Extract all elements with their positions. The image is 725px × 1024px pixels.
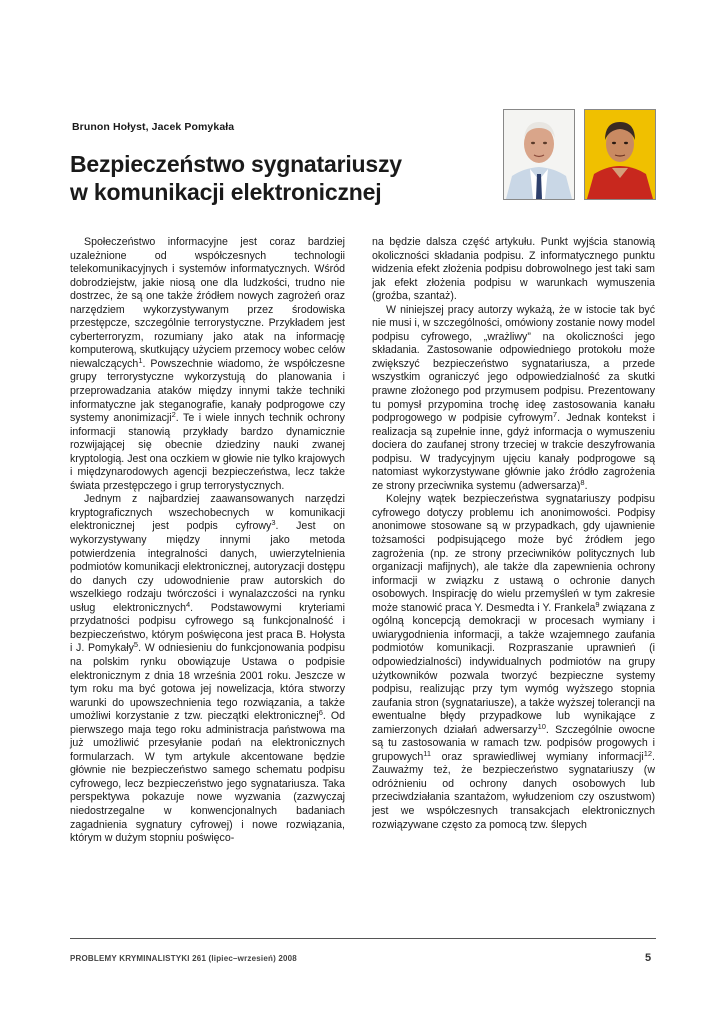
page-number: 5 — [645, 952, 652, 964]
title-line-1: Bezpieczeństwo sygnatariuszy — [70, 151, 402, 177]
footnote-ref-9[interactable]: 9 — [595, 599, 600, 609]
paragraph-2: Jednym z najbardziej zaawansowanych narzędzi kryptograficznych wszechobecnych w komunikacji elektronicznej jest podpis cyfrowy$^3$. Jest on wykorzystywany między innymi jako metoda potwierdzenia integralności danych, uwierzytelnienia podmiotów komunikacji elektronicznej, autoryzacji dostępu do danych czy udowodnienie praw autorskich do wszelkiego rodzaju twórczości i wynalazczości na rynku usług elektronicznych$^4$. Podstawowymi kryteriami przydatności podpisu cyfrowego są funkcjonalność i bezpieczeństwo, którym poświęcona jest praca B. Hołysta i J. Pomykały$^5$. W odniesieniu do funkcjonowania podpisu na polskim rynku obowiązuje Ustawa o podpisie elektronicznym z dnia 18 września 2001 roku. Jeszcze w tym roku ma być gotowa jej nowelizacja, która stworzy warunki do upowszechnienia tego rozwiązania, a także umożliwi korzystanie z tzw. pieczątki elektronicznej$^6$. Od pierwszego maja tego roku administracja państwowa ma już umożliwić przesyłanie podań na elektronicznych formularzach. W tym artykule akcentowane będzie głównie nie bezpieczeństwo samego schematu podpisu cyfrowego, lecz bezpieczeństwo jego sygnatariusza. Taka perspektywa pokazuje nowe wyzwania (zazwyczaj niedostrzegalne w konwencjonalnych badaniach zagadnienia sygnatury cyfrowej) i nowe rozwiązania, którym w dużym stopniu poświęco- — [70, 493, 345, 845]
footnote-ref-5[interactable]: 5 — [133, 640, 139, 650]
journal-footer: PROBLEMY KRYMINALISTYKI 261 (lipiec–wrzesień) 2008 — [70, 954, 297, 963]
author-photo-holyst — [503, 109, 575, 200]
footnote-ref-3[interactable]: 3 — [271, 518, 276, 528]
article-column-left — [70, 236, 345, 846]
footnote-ref-10[interactable]: 10 — [537, 721, 546, 731]
paragraph-continued: na będzie dalsza część artykułu. Punkt wyjścia stanowią okoliczności składania podpisu. Z informatycznego punktu widzenia efekt złożenia podpisu dobrowolnego jest taki sam jak efekt złożenia podpisu w warunkach wymuszenia (groźba, szantaż). — [372, 236, 655, 303]
footnote-ref-2[interactable]: 2 — [171, 410, 176, 420]
author-photo-pomykala — [584, 109, 656, 200]
footnote-ref-7[interactable]: 7 — [552, 410, 558, 420]
footer-divider — [70, 938, 656, 939]
footnote-ref-1[interactable]: 1 — [138, 355, 143, 365]
footnote-ref-8[interactable]: 8 — [580, 477, 585, 487]
authors: Brunon Hołyst, Jacek Pomykała — [72, 121, 235, 133]
footnote-ref-4[interactable]: 4 — [186, 599, 191, 609]
footnote-ref-6[interactable]: 6 — [318, 708, 323, 718]
article-column-right — [372, 236, 655, 832]
footnote-ref-11[interactable]: 11 — [423, 748, 432, 758]
paragraph-1: Społeczeństwo informacyjne jest coraz bardziej uzależnione od współczesnych technologii telekomunikacyjnych i systemów informatycznych. Wśród dobrodziejstw, jakie niosą one dla ludzkości, trudno nie dostrzec, że są one także źródłem nowych zagrożeń oraz narzędziem wykorzystywanym przez środowiska przestępcze, szczególnie terrorystyczne. Przykładem jest cyberterroryzm, rozumiany jako atak na informację komputerową, skutkujący użyciem przemocy wobec celów niewalczących$^1$. Powszechnie wiadomo, że współczesne grupy terrorystyczne wykorzystują do planowania i przeprowadzania ataków między innymi także techniki informatyczne jak steganografie, kanały podprogowe czy systemy anonimizacji$^2$. Te i wiele innych technik ochrony informacji stanowią przykłady bardzo dynamicznie rozwijającej się obecnie dziedziny nauki zwanej kryptologią. Jest ona oczkiem w głowie nie tylko krajowych i międzynarodowych agencji bezpieczeństwa, lecz także świata przestępczego i grup terrorystycznych. — [70, 236, 345, 492]
footnote-ref-12[interactable]: 12 — [643, 748, 653, 758]
paragraph-4: Kolejny wątek bezpieczeństwa sygnatariuszy podpisu cyfrowego dotyczy problemu ich anonimowości. Podpisy anonimowe stosowane są w przypadkach, gdy ujawnienie tożsamości podpisującego może być źródłem jego zagrożenia (np. ze strony przeciwników politycznych lub organizacji mafijnych), ale także dla zapewnienia ochrony informacji w związku z ustawą o ochronie danych osobowych. Inspirację do wielu przemyśleń w tym zakresie może stanowić praca Y. Desmedta i Y. Frankela$^9$ związana z ogólną koncepcją demokracji w procesach wymiany i uwiarygodnienia informacji, a także wzajemnego zaufania podmiotów komunikacji. Rozpraszanie uprawnień (i odpowiedzialności) indywidualnych podmiotów na grupy użytkowników pozwala tworzyć bezpieczne systemy podpisu, realizując przy tym wymóg wyższego stopnia zaufania stron (sygnatariusze), a także wyższej tolerancji na ewentualne błędy przypadkowe lub wynikające z zamierzonych działań adwersarzy$^{10}$. Szczególnie owocne są tu zastosowania w ramach tzw. podpisów progowych i grupowych$^{11}$ oraz sprawiedliwej wymiany informacji$^{12}$. Zauważmy też, że bezpieczeństwo sygnatariuszy (w odróżnieniu od ochrony danych osobowych lub przeciwdziałania szantażom, wyłudzeniom czy oszustwom) jest we współczesnych transakcjach elektronicznych rozwiązywane często za pomocą tzw. ślepych — [372, 493, 655, 831]
paragraph-3: W niniejszej pracy autorzy wykażą, że w istocie tak być nie musi i, w szczególności, omówiony zostanie nowy model podpisu cyfrowego, „wrażliwy” na okoliczności jego składania. Zastosowanie odpowiedniego protokołu może zwiększyć bezpieczeństwo sygnatariusza, a przede wszystkim ograniczyć jego odpowiedzialność za skutki prawne złożonego pod przymusem podpisu. Prezentowany tu pomysł przypomina trochę ideę zastosowania kanału podprogowego w podpisie cyfrowym$^7$. Jednak kontekst i realizacja są zupełnie inne, gdyż informacja o wymuszeniu dociera do zaufanej strony trzeciej w trakcie deszyfrowania podpisu. W tradycyjnym ujęciu kanały podprogowe są natomiast wykorzystywane głównie jako źródło zagrożenia ze strony przeciwnika systemu (adwersarza)$^8$. — [372, 303, 655, 492]
title-line-2: w komunikacji elektronicznej — [70, 179, 382, 205]
article-title — [70, 150, 402, 206]
